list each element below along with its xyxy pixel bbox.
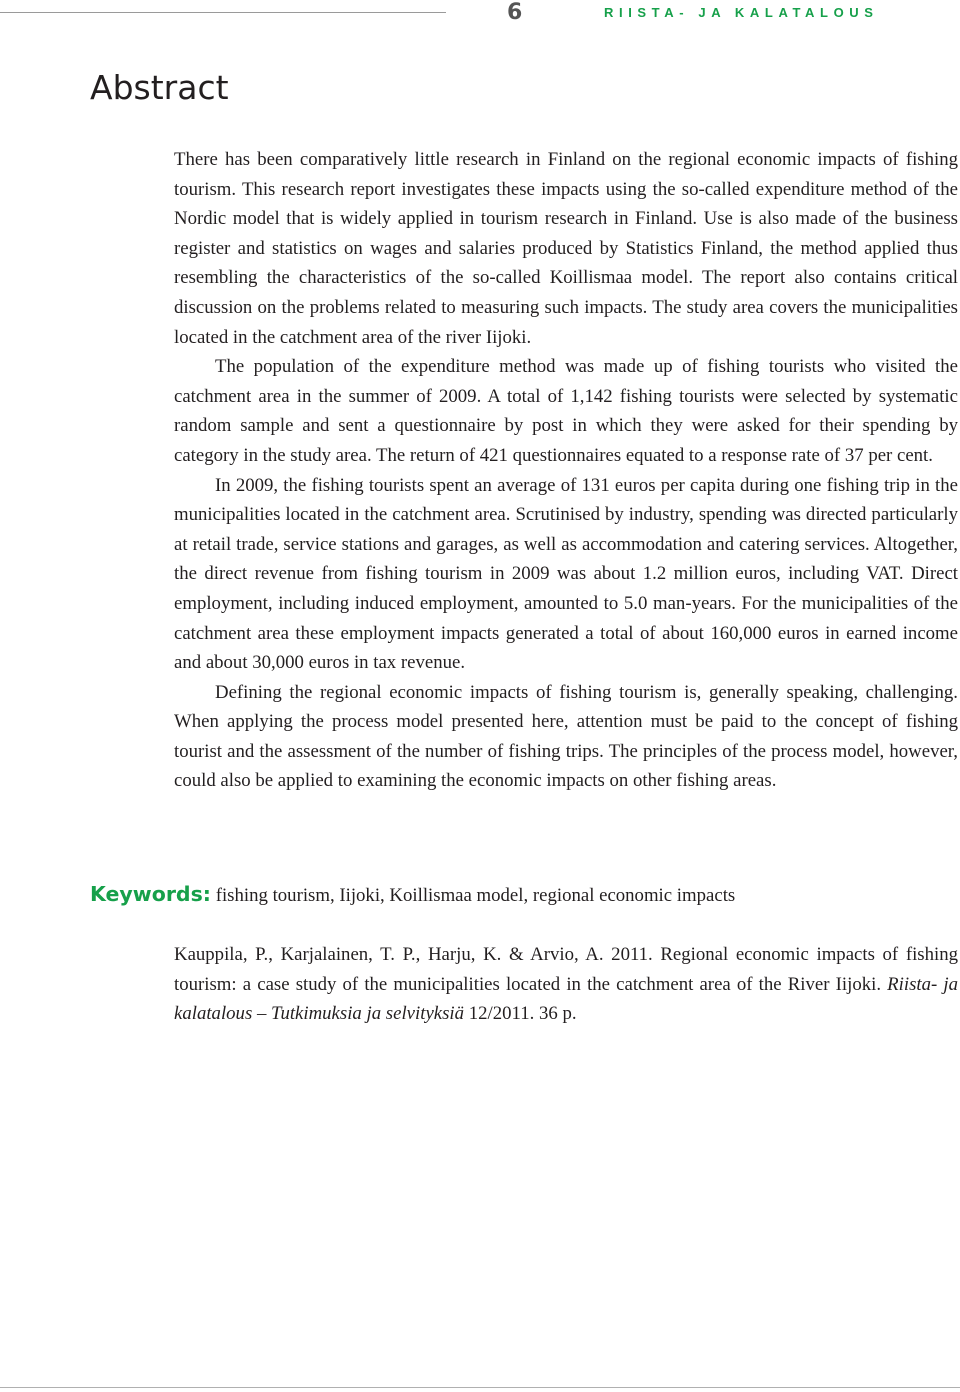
abstract-paragraph-4: Defining the regional economic impacts of fishing tourism is, generally speaking, challenging. When applying the process model presented here, attention must be paid to the concept of fishing tourist and the assessment of the number of fishing trips. The principles of the process model, however, could also be applied to examining the economic impacts on other fishing areas. [174,681,958,792]
abstract-paragraph-3: In 2009, the fishing tourists spent an average of 131 euros per capita during one fishing trip in the municipalities located in the catchment area. Scrutinised by industry, spending was directed particularly at retail trade, service stations and garages, as well as accommodation and catering services. Altogether, the direct revenue from fishing tourism in 2009 was about 1.2 million euros, including VAT. Direct employment, including induced employment, amounted to 5.0 man-years. For the municipalities of the catchment area these employment impacts generated a total of about 160,000 euros in earned income and about 30,000 euros in tax revenue. [174,474,958,674]
citation-series: Riista- ja kalatalous – Tutkimuksia ja selvityksiä [174,973,959,1025]
keywords-text: fishing tourism, Iijoki, Koillismaa model, regional economic impacts [215,885,736,906]
page-number: 6 [507,0,523,25]
keywords-label: Keywords: [90,882,211,906]
citation-authors-title: Kauppila, P., Karjalainen, T. P., Harju, K. & Arvio, A. 2011. Regional economic impacts of fishing tourism: a case study of the municipalities located in the catchment area of the River Iijoki. [174,944,958,995]
page-title: Abstract [90,68,229,107]
abstract-paragraph-2: The population of the expenditure method was made up of fishing tourists who visited the catchment area in the summer of 2009. A total of 1,142 fishing tourists were selected by systematic random sample and sent a questionnaire by post in which they were asked for their spending by category in the study area. The return of 421 questionnaires equated to a response rate of 37 per cent. [174,356,958,466]
abstract-body [174,145,958,796]
abstract-paragraph-1: There has been comparatively little research in Finland on the regional economic impacts of fishing tourism. This research report investigates these impacts using the so-called expenditure method of the Nordic model that is widely applied in tourism research in Finland. Use is also made of the business register and statistics on wages and salaries produced by Statistics Finland, the method applied thus resembling the characteristics of the so-called Koillismaa model. The report also contains critical discussion on the problems related to measuring such impacts. The study area covers the municipalities located in the catchment area of the river Iijoki. [174,149,958,348]
citation [174,940,958,1029]
footer-rule [0,1387,960,1388]
citation-issue: 12/2011. 36 p. [468,1003,577,1025]
keywords-line [90,878,958,912]
header-rule [0,12,446,13]
running-head: RIISTA- JA KALATALOUS [604,5,879,20]
